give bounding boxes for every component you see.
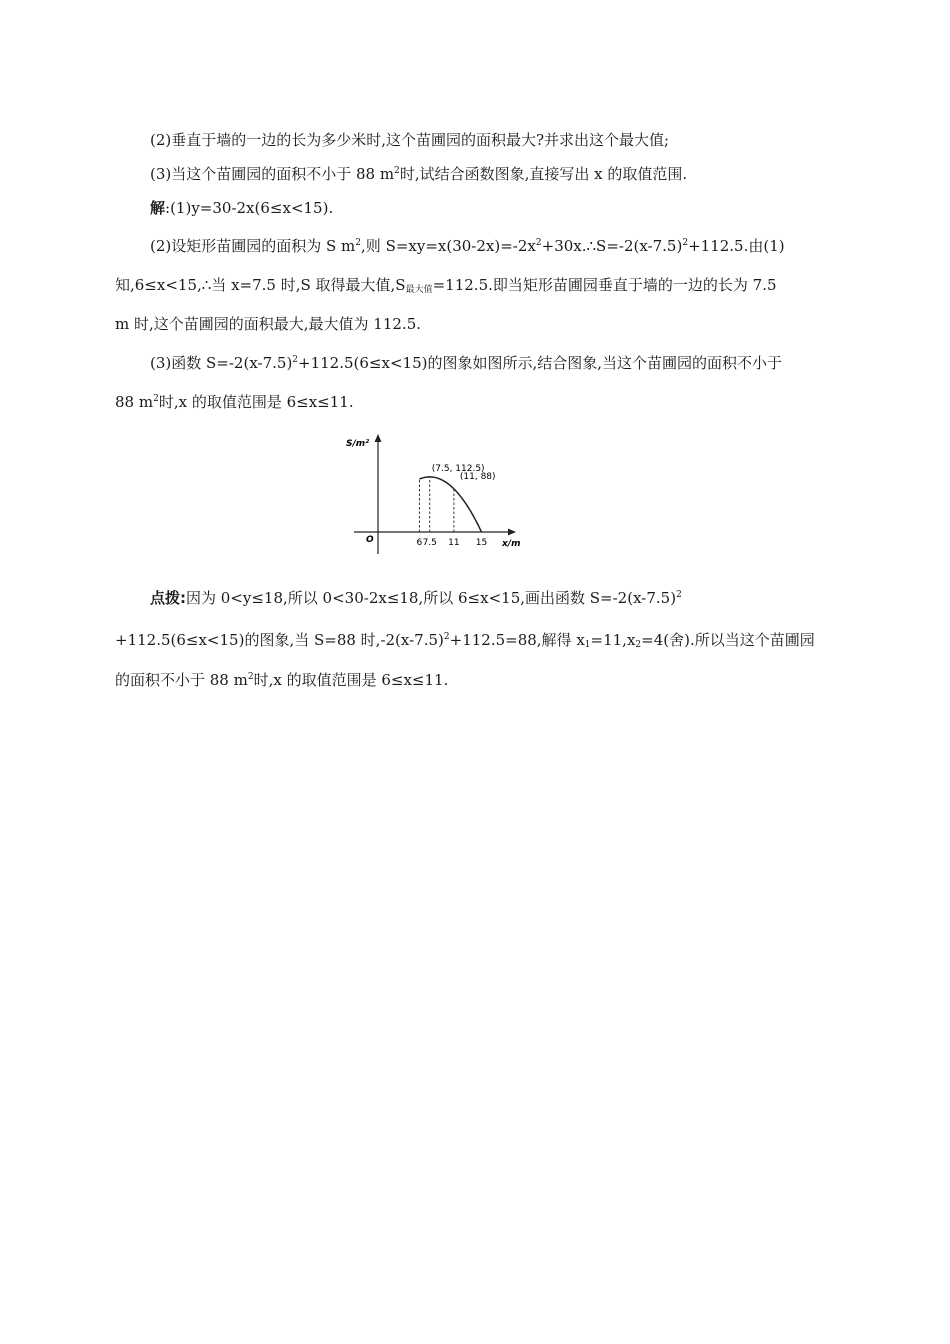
x-axis-label: x/m — [502, 539, 521, 549]
x-axis-arrow — [508, 529, 516, 536]
hint-line-1: 点拨:因为 0<y≤18,所以 0<30-2x≤18,所以 6≤x<15,画出函数 $S=-2(x-7.5)^2$ — [150, 589, 682, 607]
x-tick-label: 15 — [475, 538, 488, 548]
point-label: (7.5, 112.5) — [431, 463, 485, 474]
parabola-curve — [419, 477, 481, 532]
x-tick-labels — [417, 538, 488, 548]
solution-label: 解 — [150, 199, 166, 217]
solution-part-3: (3)函数 $S=-2(x-7.5)^2+112.5(6\le x<15)$的图象如图所示,结合图象,当这个苗圃园的面积不小于 — [150, 354, 783, 372]
solution-part-2: (2)设矩形苗圃园的面积为 S $m^2$,则 $S=xy=x(30-2x)=-2x^2+30x.\therefore S=-2(x-7.5)^2+112.5$.由(1) — [150, 237, 785, 255]
x-tick-label: 6 — [416, 538, 423, 548]
solution-part-3-line-2: 88 $m^2$时,x 的取值范围是 6≤x≤11. — [115, 393, 354, 411]
point-label: (11, 88) — [459, 471, 496, 482]
function-graph — [340, 428, 540, 556]
hint-label: 点拨: — [150, 589, 186, 607]
hint-line-2: +112.5(6≤x<15)的图象,当 S=88 时$,-2(x-7.5)^2+112.5=88$,解得 $x_1=11,x_2=4$(舍).所以当这个苗圃园 — [115, 631, 815, 650]
x-tick-label: 7.5 — [422, 538, 437, 548]
question-3: (3)当这个苗圃园的面积不小于 88 $m^2$时,试结合函数图象,直接写出 x 的取值范围. — [150, 165, 688, 183]
y-axis-label: S/m² — [346, 439, 370, 449]
origin-label: O — [366, 535, 374, 545]
question-2: (2)垂直于墙的一边的长为多少米时,这个苗圃园的面积最大?并求出这个最大值; — [150, 131, 670, 149]
hint-line-3: 的面积不小于 88 $m^2$时,x 的取值范围是 6≤x≤11. — [115, 671, 449, 689]
x-tick-label: 11 — [448, 538, 460, 548]
y-axis-arrow — [375, 434, 382, 442]
solution-part-2-line-2: 知,6≤x<15,∴当 x=7.5 时,S 取得最大值$,S_{最大值}=112.5$.即当矩形苗圃园垂直于墙的一边的长为 7.5 — [115, 276, 777, 295]
solution-part-1: 解:(1)y=30-2x(6≤x<15). — [150, 199, 334, 217]
solution-part-2-line-3: m 时,这个苗圃园的面积最大,最大值为 112.5. — [115, 315, 422, 333]
